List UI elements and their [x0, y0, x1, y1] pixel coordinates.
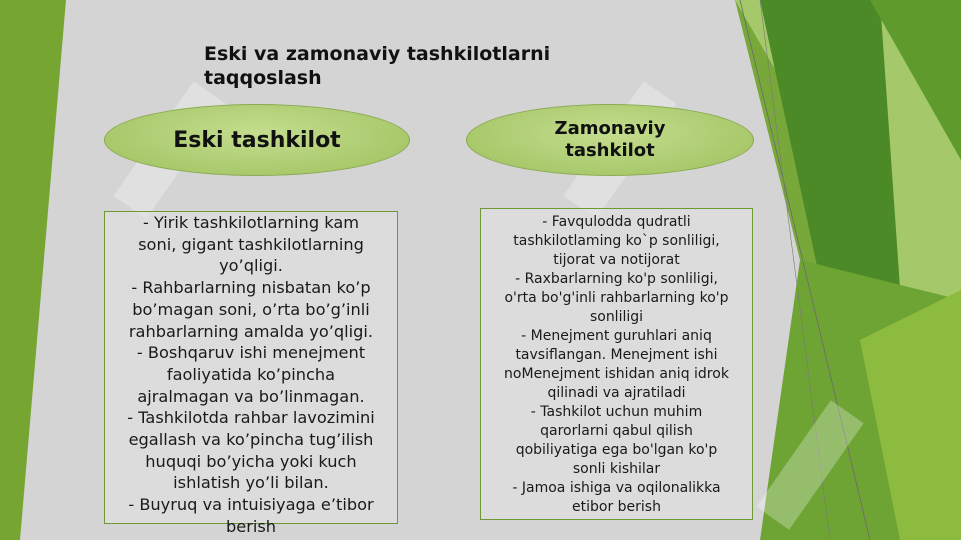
old-organization-heading — [104, 104, 410, 176]
text-line: - Yirik tashkilotlarning kam — [142, 213, 360, 232]
text-line: - Jamoa ishiga va oqilonalikka — [512, 480, 721, 496]
text-line: sonli kishilar — [572, 461, 661, 477]
text-line: tashkilotlaming ko`p sonliligi, — [513, 233, 720, 249]
text-line: faoliyatida ko’pincha — [166, 364, 336, 384]
modern-organization-textbox — [480, 208, 753, 520]
text-line: tijorat va notijorat — [553, 252, 680, 268]
text-line: - Boshqaruv ishi menejment — [136, 343, 366, 363]
text-line: qarorlarni qabul qilish — [540, 423, 693, 439]
text-line: - Tashkilotda rahbar lavozimini — [127, 408, 375, 428]
text-line: - Buyruq va intuisiyaga e’tibor — [128, 495, 374, 515]
text-line: ishlatish yo’li bilan. — [173, 473, 329, 493]
text-line: rahbarlarning amalda yo’qligi. — [128, 321, 374, 341]
text-line: - Raxbarlarning ko'p sonliligi, — [515, 271, 718, 287]
text-line: yo’qligi. — [219, 256, 283, 276]
text-line: egallash va ko’pincha tug’ilish — [128, 430, 374, 450]
text-line: - Menejment guruhlari aniq — [521, 328, 712, 344]
text-line: tavsiflangan. Menejment ishi — [515, 347, 718, 363]
text-line: qilinadi va ajratiladi — [547, 385, 686, 401]
text-line: - Tashkilot uchun muhim — [530, 404, 703, 420]
text-line: noMenejment ishidan aniq idrok — [504, 366, 729, 382]
slide-title: Eski va zamonaviy tashkilotlarni taqqoslash — [204, 43, 551, 89]
text-line: - Rahbarlarning nisbatan ko’p — [131, 278, 371, 298]
old-organization-heading-label: Eski tashkilot — [173, 127, 341, 153]
text-line: soni, gigant tashkilotlarning — [138, 234, 364, 254]
text-line: qobiliyatiga ega bo'lgan ko'p — [515, 442, 718, 458]
text-line: berish — [225, 516, 277, 536]
left-green-band — [0, 0, 66, 540]
text-line: o'rta bo'g'inli rahbarlarning ko'p — [504, 290, 729, 306]
old-organization-textbox — [104, 211, 398, 536]
text-line: huquqi bo’yicha yoki kuch — [145, 451, 357, 471]
text-line: sonliligi — [589, 309, 644, 325]
modern-organization-heading — [466, 104, 754, 176]
text-line: bo’magan soni, o’rta bo’g’inli — [132, 299, 370, 319]
modern-organization-heading-label: Zamonaviy tashkilot — [554, 118, 666, 161]
text-line: ajralmagan va bo’linmagan. — [137, 386, 365, 406]
text-line: etibor berish — [572, 499, 661, 515]
text-line: - Favqulodda qudratli — [542, 214, 691, 230]
